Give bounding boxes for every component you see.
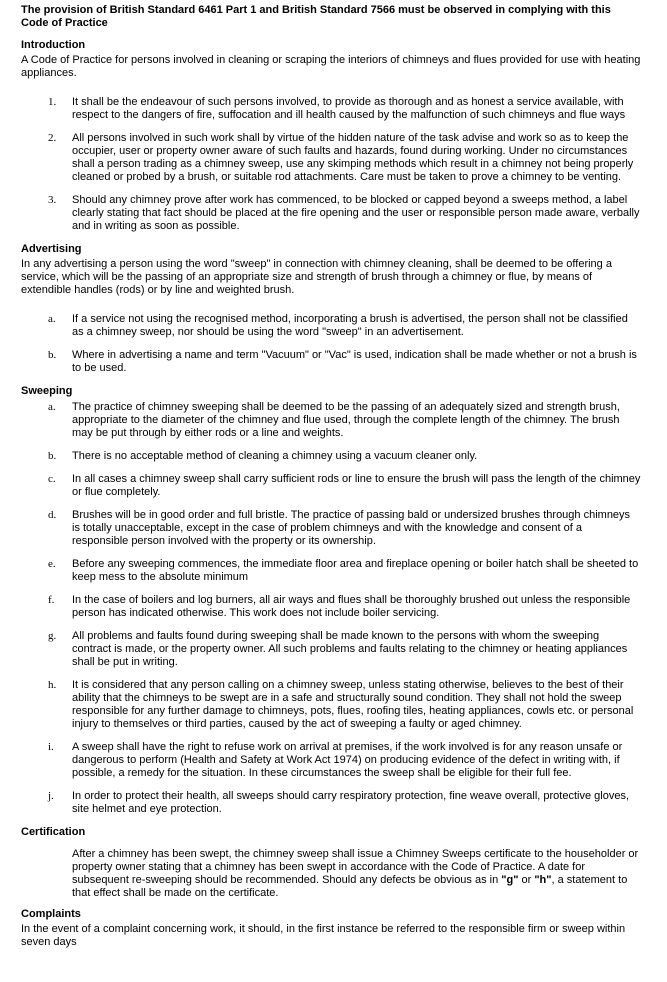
section-heading-certification: Certification xyxy=(21,826,86,838)
list-item-c xyxy=(21,473,641,499)
list-item-text: In the case of boilers and log burners, all air ways and flues shall be thoroughly brushed out unless the responsible person has indicated otherwise. This work does not include boiler servicing. xyxy=(72,594,631,619)
list xyxy=(21,313,641,375)
list-item-h xyxy=(21,679,641,731)
list-marker: i. xyxy=(48,741,54,753)
list-item-e xyxy=(21,558,641,584)
list-item-text: In all cases a chimney sweep shall carry sufficient rods or line to ensure the brush will pass the length of the chimney or flue completely. xyxy=(72,473,641,498)
list-marker: 2. xyxy=(48,132,57,144)
list-marker: d. xyxy=(48,509,57,521)
list-item-text: Should any chimney prove after work has commenced, to be blocked or capped beyond a sweeps method, a label clearly stating that fact should be placed at the fire opening and the user or responsible person made aware, verbally and in writing as soon as possible. xyxy=(72,194,640,232)
section-heading-introduction: Introduction xyxy=(21,39,86,51)
list-marker: 1. xyxy=(48,96,57,108)
section-heading-complaints: Complaints xyxy=(21,908,81,920)
list-marker: c. xyxy=(48,473,56,485)
list-item-a xyxy=(21,401,641,440)
list-item-a xyxy=(21,313,641,339)
list-item-2 xyxy=(21,132,641,184)
list-item-3 xyxy=(21,194,641,233)
paragraph: In the event of a complaint concerning work, it should, in the first instance be referred to the responsible firm or sweep within seven days xyxy=(21,923,626,948)
list-marker: 3. xyxy=(48,194,57,206)
paragraph: In any advertising a person using the word "sweep" in connection with chimney cleaning, shall be deemed to be offering a service, which will be the passing of an appropriate size and strength of brush through a chimney or flue, by means of extendible handles (rods) or by line and weighted brush. xyxy=(21,258,612,296)
list-item-text: Brushes will be in good order and full bristle. The practice of passing bald or undersized brushes through chimneys is totally unacceptable, except in the case of problem chimneys and with the knowledge and consent of a responsible person involved with the property or its ownership. xyxy=(72,509,631,547)
list-item-text: Where in advertising a name and term "Vacuum" or "Vac" is used, indication shall be made whether or not a brush is to be used. xyxy=(72,349,637,374)
list-item-text: It is considered that any person calling on a chimney sweep, unless stating otherwise, believes to the best of their ability that the chimneys to be swept are in a safe and structurally sound condition. They shall not hold the sweep responsible for any further damage to chimneys, pots, flues, roofing tiles, heating appliances, cowls etc. or personal injury to themselves or third parties, caused by the act of sweeping a faulty or aged chimney. xyxy=(72,679,634,730)
list-marker: e. xyxy=(48,558,56,570)
list-item-text: It shall be the endeavour of such persons involved, to provide as thorough and as honest a service available, with respect to the dangers of fire, suffocation and ill health caused by the malfunction of such chimneys and flue ways xyxy=(72,96,626,121)
list-marker: b. xyxy=(48,450,57,462)
list-marker: a. xyxy=(48,313,56,325)
text: or xyxy=(518,874,535,886)
list-item-j xyxy=(21,790,641,816)
document-title: The provision of British Standard 6461 Part 1 and British Standard 7566 must be observed in complying with this Code of Practice xyxy=(21,4,611,29)
list-item-g xyxy=(21,630,641,669)
list-item-text: Before any sweeping commences, the immediate floor area and fireplace opening or boiler hatch shall be sheeted to keep mess to the absolute minimum xyxy=(72,558,639,583)
list-item-b xyxy=(21,349,641,375)
list-item-text: If a service not using the recognised method, incorporating a brush is advertised, the person shall not be classified as a chimney sweep, nor should be using the word "sweep" in an advertisement. xyxy=(72,313,628,338)
bold-text: "h" xyxy=(534,874,552,886)
list-item-b xyxy=(21,450,641,463)
list-item-d xyxy=(21,509,641,548)
bold-text: "g" xyxy=(501,874,519,886)
paragraph xyxy=(72,848,641,900)
list-marker: b. xyxy=(48,349,57,361)
list-item-i xyxy=(21,741,641,780)
list xyxy=(21,96,641,233)
list-marker: f. xyxy=(48,594,55,606)
list-marker: g. xyxy=(48,630,57,642)
list-item-text: All problems and faults found during sweeping shall be made known to the persons with whom the sweeping contract is made, or the property owner. All such problems and faults relating to the chimney or heating appliances shall be put in writing. xyxy=(72,630,628,668)
text: , a statement to that effect shall be made on the certificate. xyxy=(72,874,628,899)
list xyxy=(21,401,641,816)
list-item-f xyxy=(21,594,641,620)
list-item-text: All persons involved in such work shall by virtue of the hidden nature of the task advise and work so as to keep the occupier, user or property owner aware of such faults and hazards, found during working. Under no circumstances shall a person trading as a chimney sweep, use any skimping methods which result in a chimney not being properly cleaned or probed by a brush, or suitable rod attachments. Care must be taken to prove a chimney to be venting. xyxy=(72,132,634,183)
list-marker: j. xyxy=(48,790,54,802)
list-item-text: A sweep shall have the right to refuse work on arrival at premises, if the work involved is for any reason unsafe or dangerous to perform (Health and Safety at Work Act 1974) on producing evidence of the defect in writing with, if possible, a remedy for the situation. In these circumstances the sweep shall be eligible for their full fee. xyxy=(72,741,623,779)
list-item-text: There is no acceptable method of cleaning a chimney using a vacuum cleaner only. xyxy=(72,450,478,462)
section-heading-sweeping: Sweeping xyxy=(21,385,73,397)
list-marker: a. xyxy=(48,401,56,413)
list-marker: h. xyxy=(48,679,57,691)
list-item-text: The practice of chimney sweeping shall be deemed to be the passing of an adequately sized and strength brush, appropriate to the diameter of the chimney and flue used, through the complete length of the chimney. The brush may be put through by either rods or a line and weights. xyxy=(72,401,620,439)
paragraph: A Code of Practice for persons involved in cleaning or scraping the interiors of chimneys and flues provided for use with heating appliances. xyxy=(21,54,641,79)
text: After a chimney has been swept, the chimney sweep shall issue a Chimney Sweeps certificate to the householder or property owner stating that a chimney has been swept in accordance with the Code of Practice. A date for subsequent re-sweeping should be recommended. Should any defects be obvious as in xyxy=(72,848,639,886)
list-item-1 xyxy=(21,96,641,122)
section-heading-advertising: Advertising xyxy=(21,243,82,255)
list-item-text: In order to protect their health, all sweeps should carry respiratory protection, fine weave overall, protective gloves, site helmet and eye protection. xyxy=(72,790,629,815)
document-sections xyxy=(21,39,641,949)
